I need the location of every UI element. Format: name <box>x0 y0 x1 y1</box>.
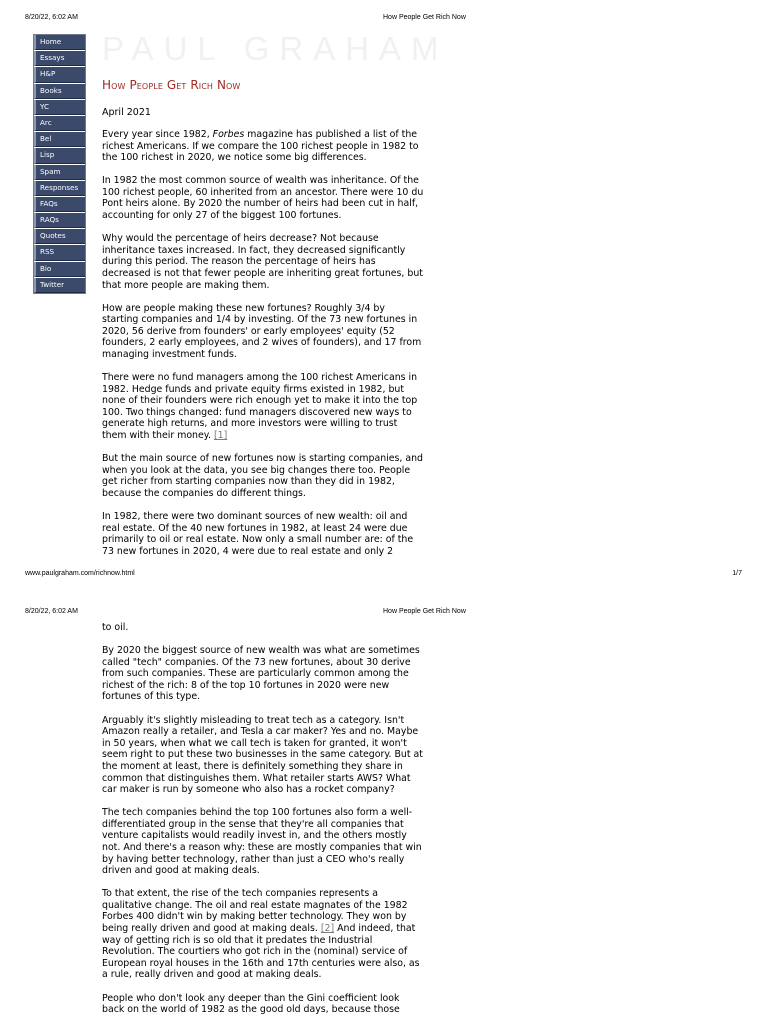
nav-yc-link[interactable]: YC <box>34 100 85 115</box>
page-separator <box>0 583 768 607</box>
nav-spam-link[interactable]: Spam <box>34 165 85 180</box>
paragraph: In 1982, there were two dominant sources of new wealth: oil and real estate. Of the 40 new fortunes in 1982, at least 24 were due primarily to oil or real estate. Now only a small number are: of the 73 new fortunes in 2020, 4 were due to real estate and only 2 <box>102 511 414 557</box>
nav-quotes-link[interactable]: Quotes <box>34 229 85 244</box>
paragraph: Why would the percentage of heirs decrease? Not because inheritance taxes increased. In fact, they decreased significantly during this period. The reason the percentage of heirs has decreased is not that fewer people are inheriting great fortunes, but that more people are making them. <box>102 233 423 291</box>
paragraph: To that extent, the rise of the tech companies represents a qualitative change. The oil and real estate magnates of the 1982 Forbes 400 didn't win by making better technology. They won by being really driven and good at making deals. [2] And indeed, that way of getting rich is so old that it predates the Industrial Revolution. The courtiers who got rich in the (nominal) service of European royal houses in the 16th and 17th centuries were also, as a rule, really driven and good at making deals. <box>102 888 420 981</box>
paragraph: People who don't look any deeper than the Gini coefficient look back on the world of 1982 as the good old days, because those <box>102 992 400 1016</box>
nav-essays-link[interactable]: Essays <box>34 51 85 66</box>
print-header-title: How People Get Rich Now <box>383 14 466 21</box>
paragraph: In 1982 the most common source of wealth was inheritance. Of the 100 richest people, 60 inherited from an ancestor. There were 10 du Pont heirs alone. By 2020 the number of heirs had been cut in half, accounting for only 27 of the biggest 100 fortunes. <box>102 175 424 222</box>
essay-title: How People Get Rich Now <box>102 78 241 92</box>
paragraph: Every year since 1982, Forbes magazine has published a list of the richest Americans. If we compare the 100 richest people in 1982 to the 100 richest in 2020, we notice some big differences. <box>102 129 419 164</box>
nav-twitter-link[interactable]: Twitter <box>34 278 85 293</box>
nav-home-link[interactable]: Home <box>34 35 85 50</box>
essay-date: April 2021 <box>102 107 151 118</box>
paragraph: How are people making these new fortunes? Roughly 3/4 by starting companies and 1/4 by investing. Of the 73 new fortunes in 2020, 56 derive from founders' or early employees' equity (52 founders, 2 early employees, and 2 wives of founders), and 17 from managing investment funds. <box>102 302 422 360</box>
essay-body-page-1 <box>102 129 424 559</box>
nav-rss-link[interactable]: RSS <box>34 245 85 260</box>
print-footer-url: www.paulgraham.com/richnow.html <box>25 570 135 577</box>
footnote-link-2[interactable]: [2] <box>320 923 335 935</box>
nav-faqs-link[interactable]: FAQs <box>34 197 85 212</box>
print-header-title: How People Get Rich Now <box>383 608 466 615</box>
paragraph: By 2020 the biggest source of new wealth was what are sometimes called "tech" companies. Of the 73 new fortunes, about 30 derive from such companies. These are particularly common among the richest of the rich: 8 of the top 10 fortunes in 2020 were new fortunes of this type. <box>102 645 420 703</box>
print-footer-page: 1/7 <box>732 570 742 577</box>
paragraph: Arguably it's slightly misleading to treat tech as a category. Isn't Amazon really a retailer, and Tesla a car maker? Yes and no. Maybe in 50 years, when what we call tech is taken for granted, it won't seem right to put these two businesses in the same category. But at the moment at least, there is definitely something they share in common that distinguishes them. What retailer starts AWS? What car maker is run by someone who also has a rocket company? <box>102 714 423 796</box>
paragraph: The tech companies behind the top 100 fortunes also form a well-differentiated group in the sense that they're all companies that venture capitalists would readily invest in, and the others mostly not. And there's a reason why: these are mostly companies that win by having better technology, rather than just a CEO who's really driven and good at making deals. <box>102 807 422 877</box>
nav-books-link[interactable]: Books <box>34 84 85 99</box>
paragraph: to oil. <box>102 622 129 633</box>
print-header-datetime: 8/20/22, 6:02 AM <box>25 608 78 615</box>
nav-bio-link[interactable]: Bio <box>34 262 85 277</box>
nav-bel-link[interactable]: Bel <box>34 132 85 147</box>
site-logo[interactable]: PAUL GRAHAM <box>102 30 449 67</box>
nav-hp-link[interactable]: H&P <box>34 67 85 82</box>
nav-arc-link[interactable]: Arc <box>34 116 85 131</box>
paragraph: But the main source of new fortunes now is starting companies, and when you look at the data, you see big changes there too. People get richer from starting companies now than they did in 1982, because the companies do different things. <box>102 453 423 499</box>
essay-body-page-2 <box>102 622 424 1024</box>
nav-raqs-link[interactable]: RAQs <box>34 213 85 228</box>
nav-responses-link[interactable]: Responses <box>34 181 85 196</box>
print-header-datetime: 8/20/22, 6:02 AM <box>25 14 78 21</box>
emphasis-forbes: Forbes <box>212 129 245 140</box>
sidebar-nav <box>33 34 86 294</box>
nav-lisp-link[interactable]: Lisp <box>34 148 85 163</box>
footnote-link-1[interactable]: [1] <box>213 430 228 442</box>
paragraph: There were no fund managers among the 100 richest Americans in 1982. Hedge funds and private equity firms existed in 1982, but none of their founders were rich enough yet to make it into the top 100. Two things changed: fund managers discovered new ways to generate high returns, and more investors were willing to trust them with their money. [1] <box>102 372 418 442</box>
